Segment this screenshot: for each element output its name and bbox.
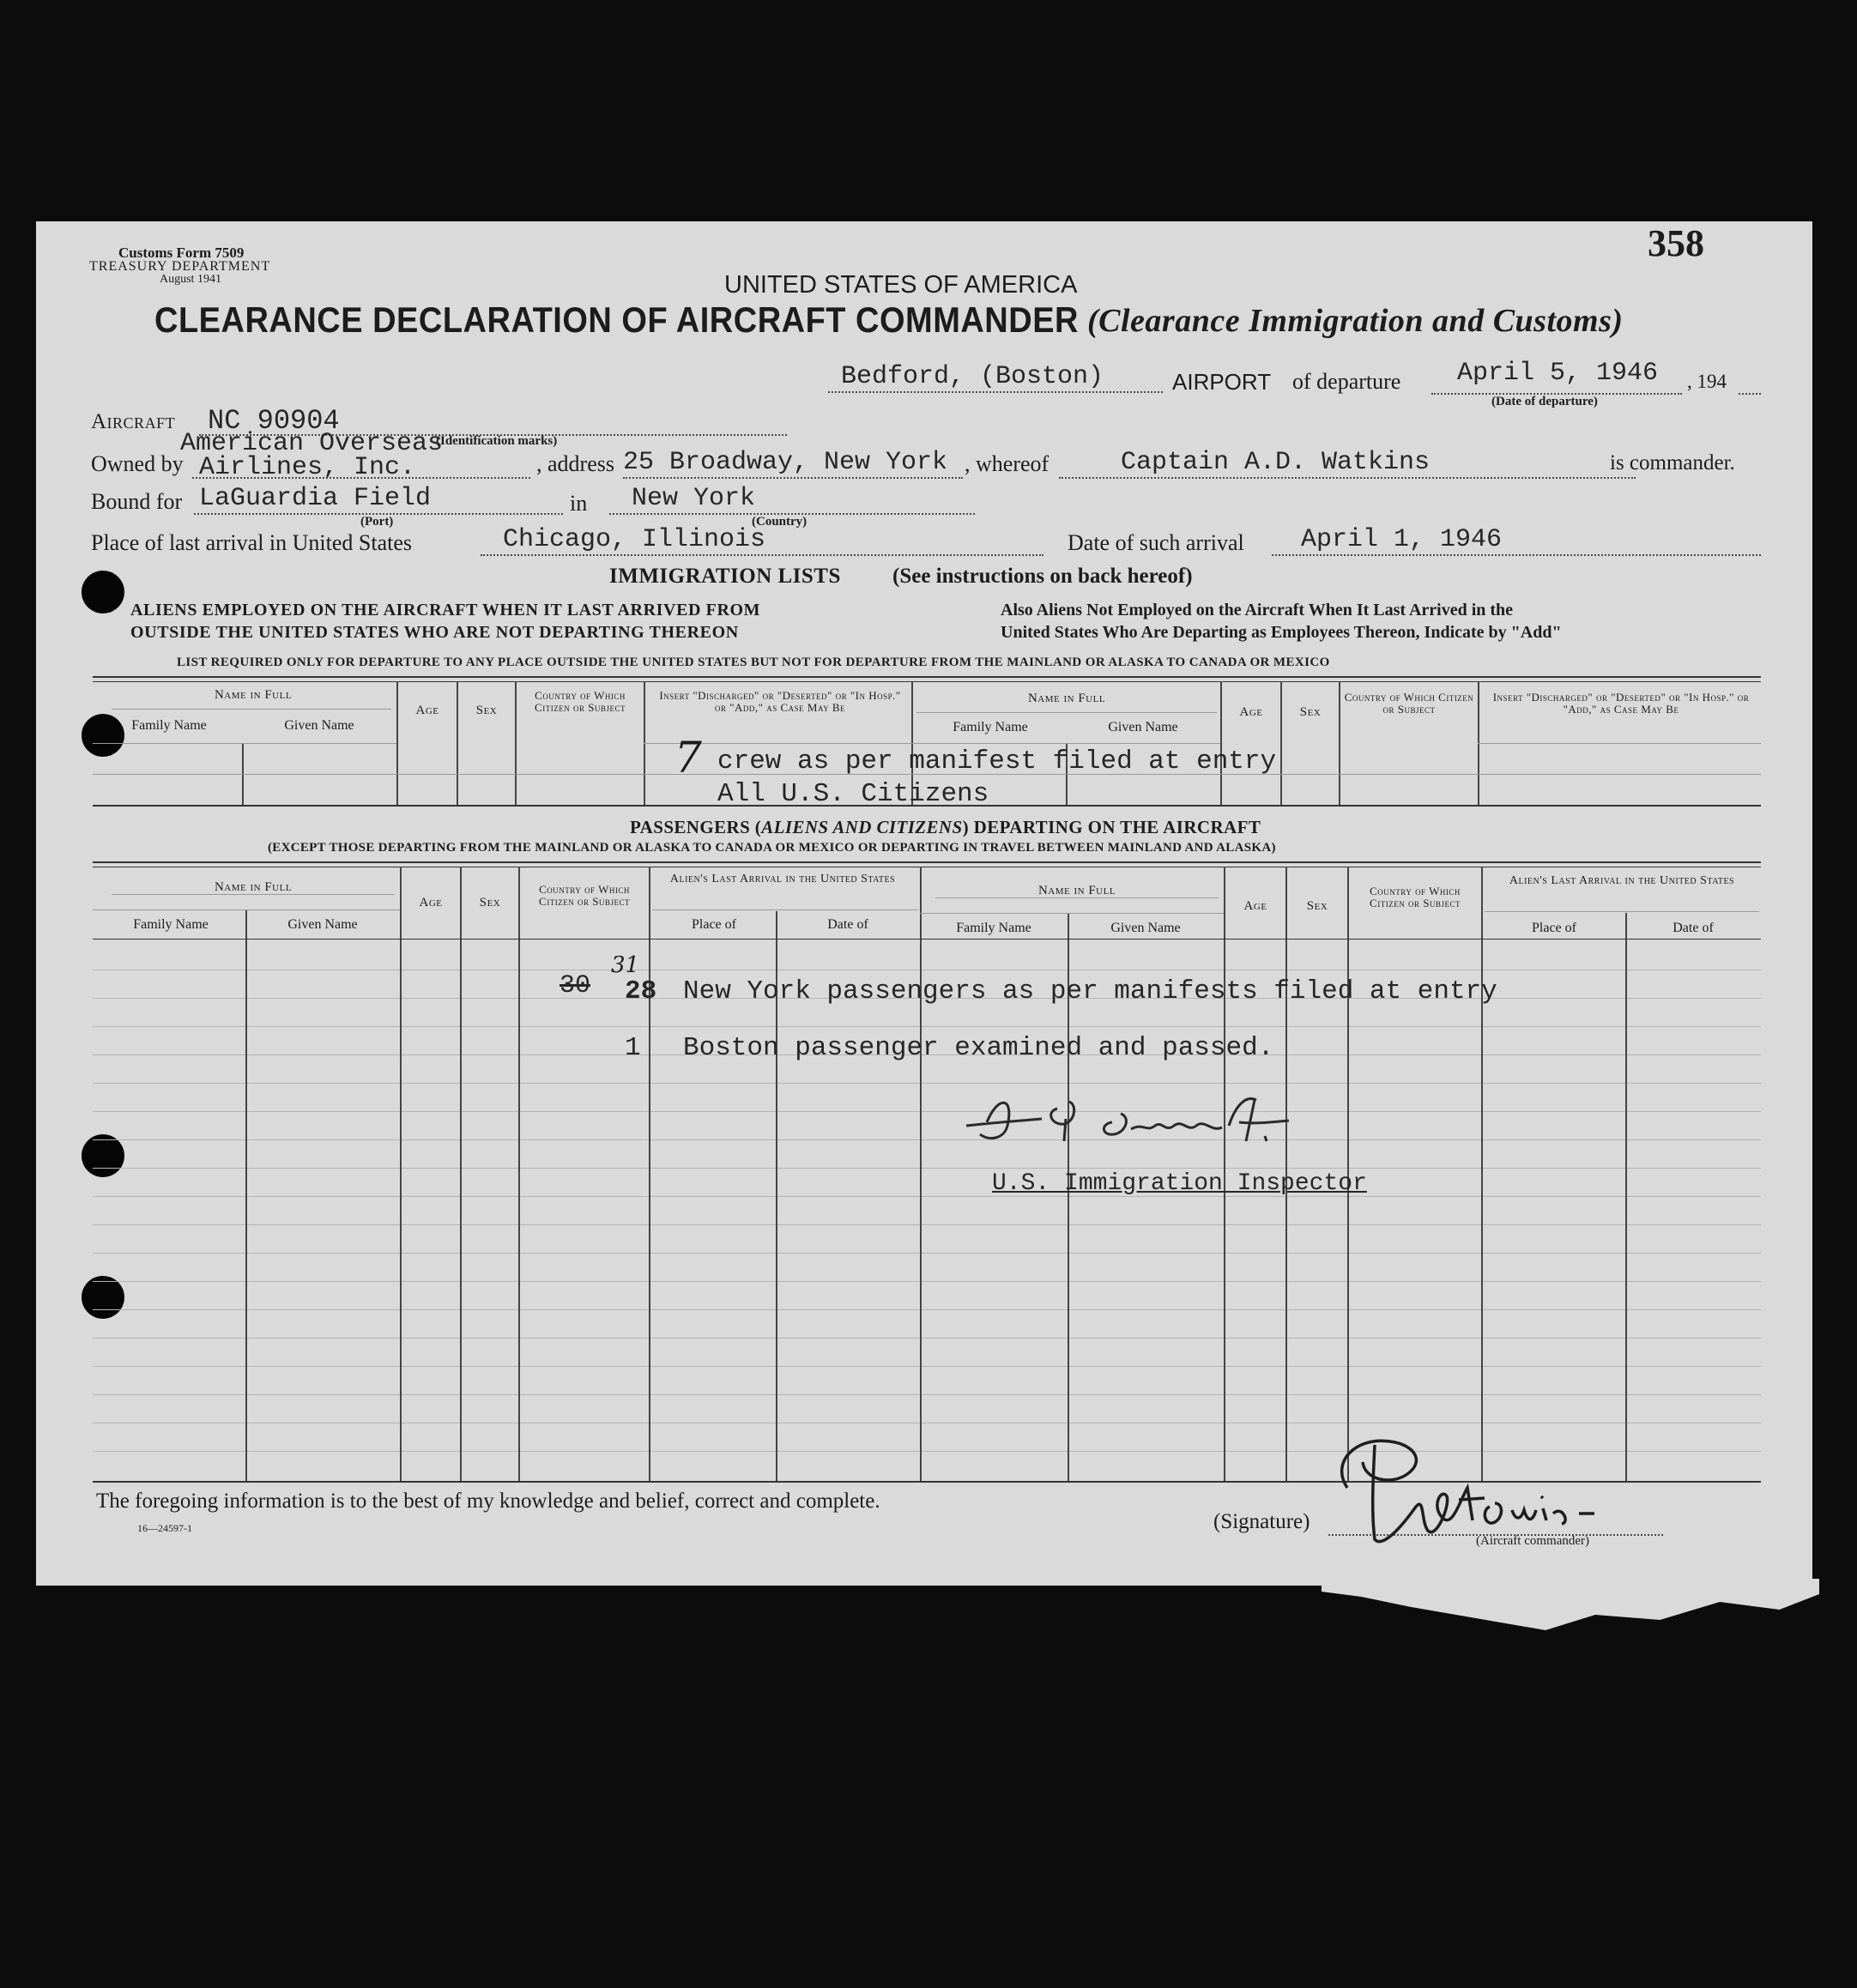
also-aliens-note-1: Also Aliens Not Employed on the Aircraft When It Last Arrived in the	[1001, 601, 1514, 619]
country-heading: UNITED STATES OF AMERICA	[724, 271, 1078, 299]
punch-hole	[82, 571, 124, 613]
passenger-row2-text: Boston passenger examined and passed.	[683, 1033, 1274, 1063]
ruled-line	[93, 1394, 1761, 1395]
marks-caption: (Identification marks)	[436, 434, 558, 448]
passengers-title-end: ) DEPARTING ON THE AIRCRAFT	[962, 817, 1261, 837]
department: TREASURY DEPARTMENT	[89, 259, 271, 274]
departure-date-caption: (Date of departure)	[1491, 395, 1598, 408]
torn-edge	[1322, 1579, 1819, 1630]
ruled-line	[93, 1281, 1761, 1282]
ruled-line	[93, 1366, 1761, 1367]
crew-sex-header: Sex	[475, 704, 498, 717]
commander-signature	[1322, 1428, 1648, 1556]
punch-hole	[82, 1134, 124, 1177]
passengers-title-italic: ALIENS AND CITIZENS	[761, 817, 963, 837]
signature-label: (Signature)	[1213, 1510, 1310, 1533]
inspector-signature	[963, 1088, 1358, 1157]
ruled-line	[93, 1224, 1761, 1225]
arrival-date-label: Date of such arrival	[1068, 530, 1244, 555]
pax-age-header: Age	[419, 896, 443, 909]
whereof-label-text: whereof	[976, 451, 1049, 476]
crew-family-name-header-right: Family Name	[953, 720, 1028, 734]
owner-address: 25 Broadway, New York	[623, 448, 948, 477]
crew-age-header: Age	[415, 704, 439, 717]
of-departure-label: of departure	[1292, 369, 1401, 394]
pax-family-name-header-right: Family Name	[956, 921, 1031, 935]
crew-entry-line1: crew as per manifest filed at entry	[717, 746, 1277, 776]
pax-date-of-header: Date of	[827, 917, 868, 932]
aircraft-marks: NC 90904	[208, 405, 340, 437]
form-date: August 1941	[160, 273, 221, 286]
signature-caption: (Aircraft commander)	[1476, 1534, 1590, 1548]
foregoing-statement: The foregoing information is to the best of my knowledge and belief, correct and complete.	[96, 1489, 880, 1513]
pax-family-name-header: Family Name	[133, 917, 209, 932]
form-number: Customs Form 7509	[118, 245, 245, 261]
pax-given-name-header-right: Given Name	[1110, 921, 1181, 935]
whereof-label: , whereof	[965, 451, 1049, 476]
year-prefix-text: 194	[1697, 371, 1727, 392]
arrival-date: April 1, 1946	[1301, 525, 1503, 554]
ruled-line	[93, 1253, 1761, 1254]
commander-name: Captain A.D. Watkins	[1121, 448, 1431, 477]
pax-name-in-full-header-right: Name in Full	[1037, 884, 1116, 897]
inspector-title: U.S. Immigration Inspector	[992, 1170, 1367, 1197]
pax-date-of-header-right: Date of	[1673, 921, 1714, 935]
ruled-line	[93, 1139, 1761, 1140]
pax-age-header-right: Age	[1243, 899, 1267, 913]
page-number: 358	[1648, 222, 1704, 264]
title-italic: (Clearance Immigration and Customs)	[1086, 303, 1624, 339]
crew-name-in-full-header-right: Name in Full	[1027, 692, 1106, 705]
bound-for-label: Bound for	[91, 489, 183, 514]
port-caption: (Port)	[360, 515, 394, 529]
crew-insert-header-left: Insert "Discharged" or "Deserted" or "In Hosp." or "Add," as Case May Be	[659, 689, 901, 714]
crew-sex-header-right: Sex	[1299, 705, 1322, 719]
pax-given-name-header: Given Name	[287, 917, 358, 932]
passenger-row1-text: New York passengers as per manifests filed at entry	[683, 976, 1497, 1006]
pax-sex-header-right: Sex	[1306, 899, 1328, 913]
pax-country-header: Country of Which Citizen or Subject	[539, 883, 630, 908]
passenger-count-overwritten: 28	[625, 976, 657, 1006]
commander-suffix: is commander.	[1610, 451, 1735, 474]
in-label: in	[570, 491, 588, 516]
passenger-count-struck: 30	[560, 971, 591, 1000]
pax-place-of-header-right: Place of	[1532, 921, 1576, 935]
crew-insert-header-right: Insert "Discharged" or "Deserted" or "In Hosp." or "Add," as Case May Be	[1492, 691, 1750, 716]
immigration-subtitle: (See instructions on back hereof)	[892, 565, 1193, 588]
owner-line1: American Overseas	[180, 429, 444, 458]
aircraft-label: Aircraft	[91, 410, 176, 433]
immigration-title: IMMIGRATION LISTS	[609, 565, 841, 588]
year-prefix: , 194	[1687, 371, 1727, 392]
crew-age-header-right: Age	[1239, 705, 1263, 719]
crew-given-name-header-right: Given Name	[1108, 720, 1178, 734]
last-arrival-place: Chicago, Illinois	[503, 525, 766, 554]
bound-port: LaGuardia Field	[199, 484, 432, 513]
passengers-title	[630, 817, 1261, 838]
crew-given-name-header: Given Name	[284, 718, 354, 733]
crew-country-header-right: Country of Which Citizen or Subject	[1344, 691, 1474, 716]
aliens-note-2: OUTSIDE THE UNITED STATES WHO ARE NOT DEPARTING THEREON	[130, 623, 739, 642]
ruled-line	[93, 1083, 1761, 1084]
pax-name-in-full-header: Name in Full	[214, 880, 293, 894]
passenger-count-correction: 31	[611, 952, 640, 978]
country-caption: (Country)	[752, 515, 808, 529]
print-code: 16—24597-1	[137, 1522, 192, 1534]
address-label: , address	[536, 451, 614, 476]
airport-label: AIRPORT	[1172, 369, 1272, 395]
ruled-line	[93, 1111, 1761, 1112]
pax-place-of-header: Place of	[692, 917, 736, 932]
aliens-note-1: ALIENS EMPLOYED ON THE AIRCRAFT WHEN IT LAST ARRIVED FROM	[130, 601, 761, 619]
crew-name-in-full-header: Name in Full	[214, 688, 293, 702]
punch-hole	[82, 1276, 124, 1319]
passengers-subtitle: (EXCEPT THOSE DEPARTING FROM THE MAINLAND OR ALASKA TO CANADA OR MEXICO OR DEPARTING IN TRAVEL BETWEEN MAINLAND AND ALASKA)	[268, 841, 1276, 855]
crew-count-handwritten: 7	[674, 733, 702, 783]
passengers-title-start: PASSENGERS (	[630, 817, 762, 837]
ruled-line	[93, 1168, 1761, 1169]
pax-sex-header: Sex	[479, 896, 501, 909]
crew-family-name-header: Family Name	[131, 718, 207, 733]
last-arrival-label: Place of last arrival in United States	[91, 530, 413, 555]
list-required-note: LIST REQUIRED ONLY FOR DEPARTURE TO ANY PLACE OUTSIDE THE UNITED STATES BUT NOT FOR DEPARTURE FROM THE MAINLAND OR ALASKA TO CANADA OR MEXICO	[177, 656, 1330, 669]
departure-airport: Bedford, (Boston)	[841, 362, 1104, 391]
also-aliens-note-2: United States Who Are Departing as Employees Thereon, Indicate by "Add"	[1001, 623, 1562, 642]
ruled-line	[93, 1026, 1761, 1027]
bound-country: New York	[632, 484, 756, 513]
title-main: CLEARANCE DECLARATION OF AIRCRAFT COMMANDER	[154, 300, 1079, 341]
pax-last-arrival-header-right: Alien's Last Arrival in the United States	[1509, 874, 1735, 887]
address-label-text: address	[547, 451, 614, 476]
pax-last-arrival-header: Alien's Last Arrival in the United States	[669, 873, 896, 885]
ruled-line	[93, 1196, 1761, 1197]
ruled-line	[93, 1309, 1761, 1310]
departure-date: April 5, 1946	[1457, 359, 1659, 388]
crew-entry-line2: All U.S. Citizens	[717, 779, 989, 809]
crew-country-header: Country of Which Citizen or Subject	[535, 689, 626, 714]
passenger-row2-count: 1	[625, 1033, 641, 1063]
owner-line2: Airlines, Inc.	[199, 453, 416, 482]
form-title	[154, 302, 1624, 340]
owned-by-label: Owned by	[91, 451, 184, 476]
pax-country-header-right: Country of Which Citizen or Subject	[1370, 885, 1461, 909]
